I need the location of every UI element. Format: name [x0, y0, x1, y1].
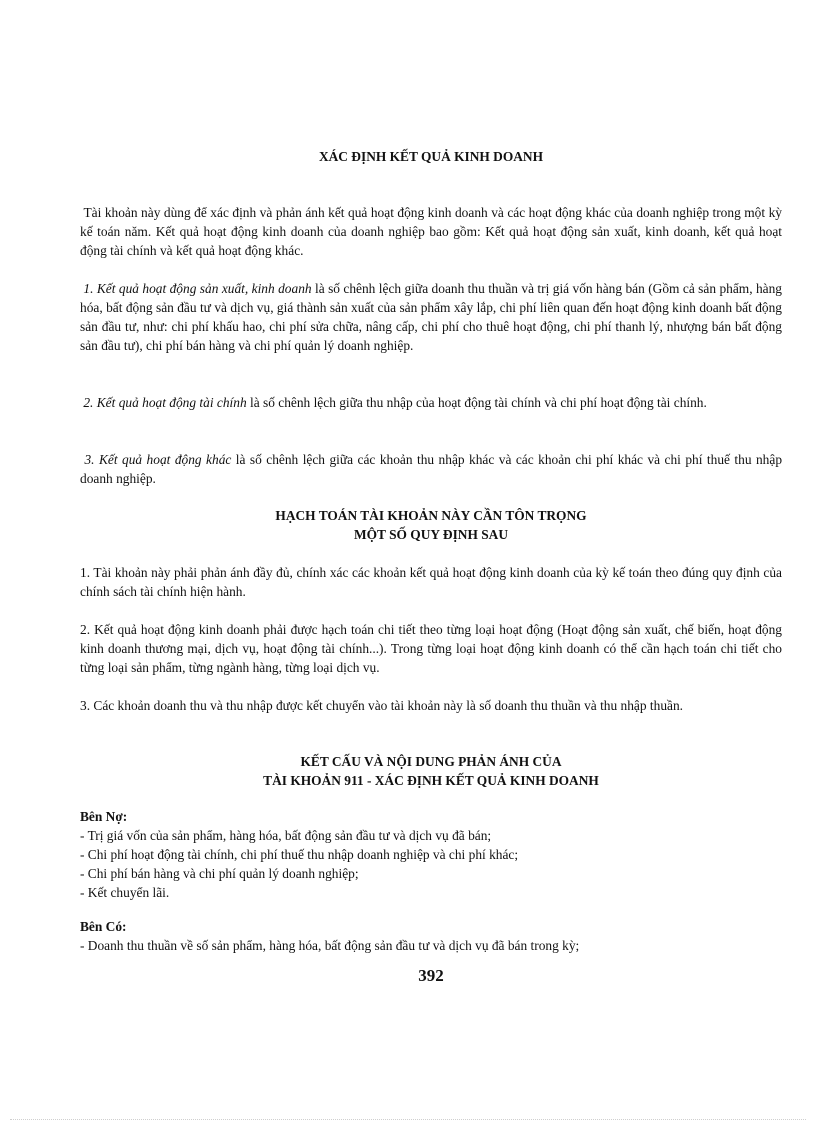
rule-2-paragraph: 2. Kết quả hoạt động kinh doanh phải được hạch toán chi tiết theo từng loại hoạt động (Hoạt động sản xuất, chế biến, hoạt động kinh doanh thương mại, dịch vụ, hoạt động tài chính...). Trong từng loại hoạt động kinh doanh có thể cần hạch toán chi tiết cho từng loại sản phẩm, từng ngành hàng, từng loại dịch vụ.	[80, 622, 782, 675]
debit-item: - Kết chuyển lãi.	[80, 885, 170, 900]
rule-3-paragraph: 3. Các khoản doanh thu và thu nhập được kết chuyển vào tài khoản này là số doanh thu thuần và thu nhập thuần.	[80, 698, 684, 713]
item-3-paragraph	[80, 450, 782, 488]
section-title-2	[80, 506, 782, 544]
debit-heading: Bên Nợ:	[80, 809, 128, 824]
debit-item: - Trị giá vốn của sản phẩm, hàng hóa, bất động sản đầu tư và dịch vụ đã bán;	[80, 828, 492, 843]
section-title-3-line-2: TÀI KHOẢN 911 - XÁC ĐỊNH KẾT QUẢ KINH DOANH	[263, 773, 599, 788]
credit-heading: Bên Có:	[80, 919, 127, 934]
section-title-2-line-2: MỘT SỐ QUY ĐỊNH SAU	[353, 527, 508, 542]
debit-list	[80, 826, 782, 902]
item-3-lead: 3. Kết quả hoạt động khác	[84, 452, 232, 467]
credit-item: - Doanh thu thuần về số sản phẩm, hàng hóa, bất động sản đầu tư và dịch vụ đã bán trong kỳ;	[80, 938, 580, 953]
section-title-3	[80, 752, 782, 790]
rule-1-paragraph: 1. Tài khoản này phải phản ánh đầy đủ, chính xác các khoản kết quả hoạt động kinh doanh của kỳ kế toán theo đúng quy định của chính sách tài chính hiện hành.	[80, 565, 782, 599]
item-2-lead: 2. Kết quả hoạt động tài chính	[83, 395, 247, 410]
credit-list	[80, 936, 782, 955]
item-1-paragraph	[80, 279, 782, 355]
debit-item: - Chi phí hoạt động tài chính, chi phí thuế thu nhập doanh nghiệp và chi phí khác;	[80, 847, 519, 862]
page-bottom-divider	[10, 1119, 806, 1120]
item-3-text: là số chênh lệch giữa các khoản thu nhập khác và các khoản chi phí khác và chi phí thuế thu nhập doanh nghiệp.	[80, 452, 783, 486]
item-1-lead: 1. Kết quả hoạt động sản xuất, kinh doanh	[83, 281, 312, 296]
item-2-text: là số chênh lệch giữa thu nhập của hoạt động tài chính và chi phí hoạt động tài chính.	[246, 395, 707, 410]
intro-paragraph	[80, 203, 782, 260]
page-number: 392	[418, 966, 444, 985]
item-2-paragraph	[80, 393, 782, 412]
section-title-3-line-1: KẾT CẤU VÀ NỘI DUNG PHẢN ÁNH CỦA	[300, 754, 562, 769]
section-title-2-line-1: HẠCH TOÁN TÀI KHOẢN NÀY CẦN TÔN TRỌNG	[275, 508, 587, 523]
section-title-1: XÁC ĐỊNH KẾT QUẢ KINH DOANH	[318, 149, 544, 164]
intro-text: Tài khoản này dùng để xác định và phản ánh kết quả hoạt động kinh doanh và các hoạt động khác của doanh nghiệp trong một kỳ kế toán năm. Kết quả hoạt động kinh doanh của doanh nghiệp bao gồm: Kết quả hoạt động sản xuất, kinh doanh, kết quả hoạt động tài chính và kết quả hoạt động khác.	[80, 205, 782, 258]
debit-item: - Chi phí bán hàng và chi phí quản lý doanh nghiệp;	[80, 866, 359, 881]
item-1-text: là số chênh lệch giữa doanh thu thuần và trị giá vốn hàng bán (Gồm cả sản phẩm, hàng hóa, bất động sản đầu tư và dịch vụ, giá thành sản xuất của sản phẩm xây lắp, chi phí liên quan đến hoạt động kinh doanh bất động sản đầu tư, như: chi phí khấu hao, chi phí sửa chữa, nâng cấp, chi phí cho thuê hoạt động, chi phí thanh lý, nhượng bán bất động sản đầu tư), chi phí bán hàng và chi phí quản lý doanh nghiệp.	[80, 281, 782, 353]
